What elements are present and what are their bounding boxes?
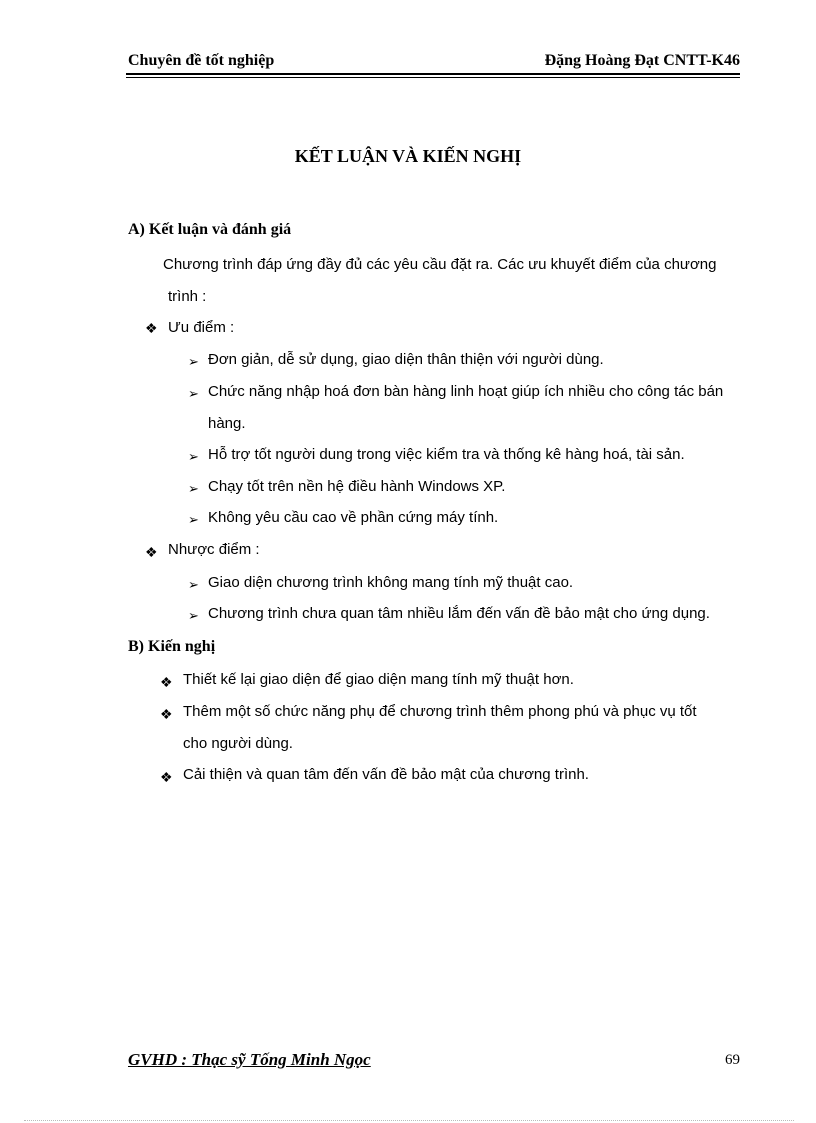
arrow-bullet-icon: ➢ <box>188 449 199 464</box>
intro-line-2: trình : <box>168 288 207 305</box>
advantage-item: Chạy tốt trên nền hệ điều hành Windows XP. <box>208 478 506 495</box>
intro-line-1: Chương trình đáp ứng đầy đủ các yêu cầu đặt ra. Các ưu khuyết điểm của chương <box>163 256 717 273</box>
diamond-bullet-icon: ❖ <box>160 708 173 723</box>
arrow-bullet-icon: ➢ <box>188 354 199 369</box>
advantage-item: Chức năng nhập hoá đơn bàn hàng linh hoạt giúp ích nhiều cho công tác bán <box>208 383 724 400</box>
recommendation-item: Cải thiện và quan tâm đến vấn đề bảo mật của chương trình. <box>183 766 589 783</box>
header-rule <box>126 73 740 75</box>
header-left-text: Chuyên đề tốt nghiệp <box>128 52 275 69</box>
disadvantages-label: Nhược điểm : <box>168 541 260 558</box>
advantage-item-continuation: hàng. <box>208 415 246 432</box>
diamond-bullet-icon: ❖ <box>160 771 173 786</box>
disadvantage-item: Chương trình chưa quan tâm nhiều lắm đến vấn đề bảo mật cho ứng dụng. <box>208 605 710 622</box>
section-b-heading: B) Kiến nghị <box>128 638 216 655</box>
advantages-label: Ưu điểm : <box>168 319 235 336</box>
recommendation-item: Thiết kế lại giao diện để giao diện mang tính mỹ thuật hơn. <box>183 671 574 688</box>
arrow-bullet-icon: ➢ <box>188 512 199 527</box>
page-bottom-border <box>24 1120 794 1121</box>
diamond-bullet-icon: ❖ <box>145 322 158 337</box>
arrow-bullet-icon: ➢ <box>188 481 199 496</box>
arrow-bullet-icon: ➢ <box>188 608 199 623</box>
arrow-bullet-icon: ➢ <box>188 386 199 401</box>
header-right-text: Đặng Hoàng Đạt CNTT-K46 <box>544 52 740 69</box>
page-title: KẾT LUẬN VÀ KIẾN NGHỊ <box>294 146 522 166</box>
diamond-bullet-icon: ❖ <box>160 676 173 691</box>
arrow-bullet-icon: ➢ <box>188 577 199 592</box>
header-rule-thin <box>126 77 740 78</box>
recommendation-item: Thêm một số chức năng phụ để chương trình thêm phong phú và phục vụ tốt <box>183 703 697 720</box>
advantage-item: Hỗ trợ tốt người dung trong việc kiểm tra và thống kê hàng hoá, tài sản. <box>208 446 685 463</box>
page-number: 69 <box>725 1052 740 1068</box>
diamond-bullet-icon: ❖ <box>145 546 158 561</box>
section-a-heading: A) Kết luận và đánh giá <box>128 221 292 238</box>
advantage-item: Đơn giản, dễ sử dụng, giao diện thân thiện với người dùng. <box>208 351 604 368</box>
recommendation-item-continuation: cho người dùng. <box>183 735 293 752</box>
disadvantage-item: Giao diện chương trình không mang tính mỹ thuật cao. <box>208 574 574 591</box>
footer-advisor: GVHD : Thạc sỹ Tống Minh Ngọc <box>128 1050 371 1069</box>
advantage-item: Không yêu cầu cao về phần cứng máy tính. <box>208 509 499 526</box>
